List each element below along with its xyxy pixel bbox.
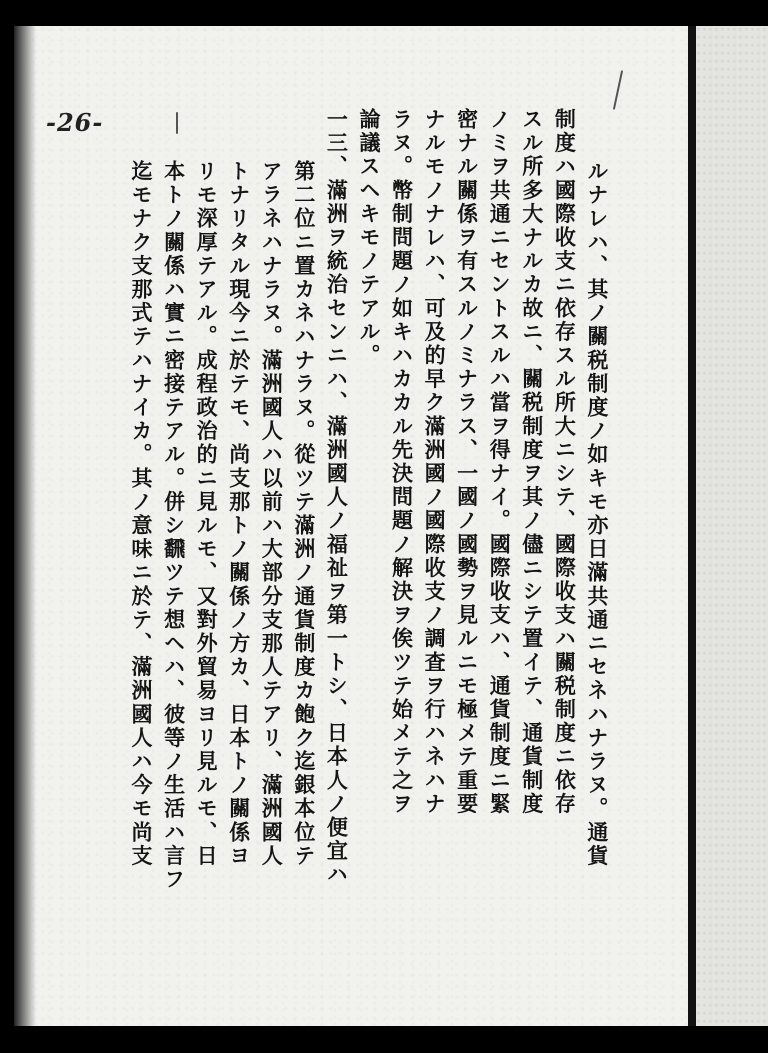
text-line: ナルモノナレハ、可及的早ク滿洲國ノ國際收支ノ調査ヲ行ハネハナ [422, 108, 448, 816]
text-line: ルナレハ、其ノ關税制度ノ如キモ亦日滿共通ニセネハナラヌ。通貨 [584, 160, 610, 868]
text-line: ラヌ。幣制問題ノ如キハカカル先決問題ノ解決ヲ俟ツテ始メテ之ヲ [389, 108, 415, 816]
text-line: スル所多大ナルカ故ニ、關税制度ヲ其ノ儘ニシテ置イテ、通貨制度 [519, 108, 545, 816]
vertical-text-block [128, 108, 610, 938]
page-gutter [688, 26, 696, 1026]
page-number: -26- [46, 108, 104, 137]
section-heading-line: 一三、滿洲ヲ統治センニハ、滿洲國人ノ福祉ヲ第一トシ、日本人ノ便宜ハ [324, 108, 350, 887]
text-line: トナリタル現今ニ於テモ、尚支那トノ關係ノ方カ、日本トノ關係ヨ [226, 160, 252, 868]
text-line: 制度ハ國際收支ニ依存スル所大ニシテ、國際收支ハ關税制度ニ依存 [552, 108, 578, 816]
adjacent-page-edge [696, 26, 768, 1026]
text-line: 論議スヘキモノテアル。 [356, 108, 382, 368]
text-line: リモ深厚テアル。成程政治的ニ見ルモ、又對外貿易ヨリ見ルモ、日 [194, 160, 220, 868]
text-line: 密ナル關係ヲ有スルノミナラス、一國ノ國勢ヲ見ルニモ極メテ重要 [454, 108, 480, 816]
text-line: アラネハナラヌ。滿洲國人ハ以前ハ大部分支那人テアリ、滿洲國人 [259, 160, 285, 868]
text-line: 迄モナク支那式テハナイカ。其ノ意味ニ於テ、滿洲國人ハ今モ尚支 [129, 160, 154, 868]
text-line: 本トノ關係ハ實ニ密接テアル。併シ飜ツテ想ヘハ、彼等ノ生活ハ言フ [161, 160, 187, 892]
text-line: ノミヲ共通ニセントスルハ當ヲ得ナイ。國際收支ハ、通貨制度ニ緊 [487, 108, 513, 816]
text-line: 第二位ニ置カネハナラヌ。從ツテ滿洲ノ通貨制度カ飽ク迄銀本位テ [291, 160, 317, 868]
binding-shadow [14, 26, 36, 1026]
